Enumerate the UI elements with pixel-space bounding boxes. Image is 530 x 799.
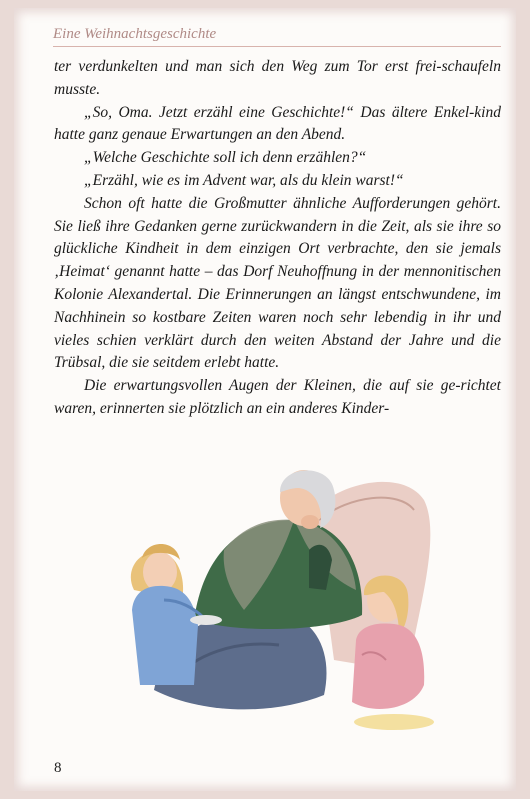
paragraph: ter verdunkelten und man sich den Weg zum Tor erst frei-schaufeln musste. (54, 58, 501, 98)
paragraph: Die erwartungsvollen Augen der Kleinen, die auf sie ge-richtet waren, erinnerten sie plötzlich an ein anderes Kinder- (54, 377, 501, 417)
paragraph: „So, Oma. Jetzt erzähl eine Geschichte!“ Das ältere Enkel-kind hatte ganz genaue Erwartungen an den Abend. (54, 103, 501, 144)
page-number: 8 (54, 760, 62, 776)
running-head: Eine Weihnachtsgeschichte (53, 26, 501, 47)
body-text (54, 56, 501, 421)
paragraph: „Welche Geschichte soll ich denn erzählen?“ (84, 149, 367, 167)
illustration-grandmother-with-children (94, 440, 444, 740)
paragraph: „Erzähl, wie es im Advent war, als du klein warst!“ (84, 171, 404, 189)
paragraph: Schon oft hatte die Großmutter ähnliche Aufforderungen gehört. Sie ließ ihre Gedanken gerne zurückwandern in die Zeit, als sie ihre so glückliche Kindheit in dem einzigen Ort verbrachte, den sie jemals ‚Heimat‘ genannt hatte – das Dorf Neuhoffnung in der mennonitischen Kolonie Alexandertal. Die Erinnerungen an längst entschwundene, im Nachhinein so kostbare Zeiten waren noch sehr lebendig in ihr und vieles schien verklärt durch den weiten Abstand der Jahre und die Trübsal, die sie seitdem erlebt hatte. (54, 194, 501, 372)
book-page (14, 8, 516, 791)
